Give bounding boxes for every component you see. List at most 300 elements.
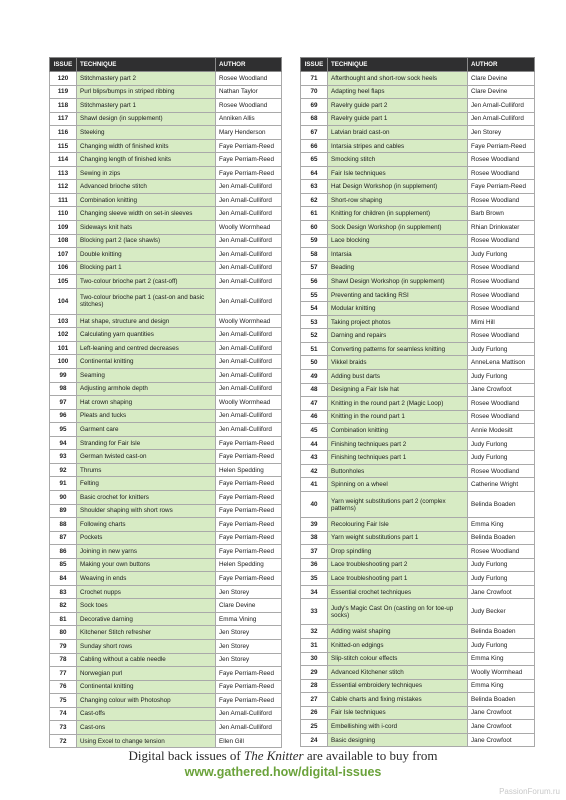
table-row	[50, 261, 282, 275]
issue-number: 64	[301, 166, 328, 180]
author-cell: Catherine Wright	[468, 478, 535, 492]
author-cell: Jane Crowfoot	[468, 585, 535, 599]
table-row	[301, 720, 535, 734]
technique-cell: Ravelry guide part 1	[328, 112, 468, 126]
technique-cell: Yarn weight substitutions part 1	[328, 531, 468, 545]
table-row	[50, 558, 282, 572]
table-row	[301, 72, 535, 86]
author-cell: Faye Perriam-Reed	[216, 680, 282, 694]
table-row	[301, 85, 535, 99]
issue-number: 98	[50, 382, 77, 396]
issue-number: 116	[50, 126, 77, 140]
issue-number: 34	[301, 585, 328, 599]
technique-header: TECHNIQUE	[77, 58, 216, 72]
issue-number: 100	[50, 355, 77, 369]
technique-cell: Norwegian purl	[77, 667, 216, 681]
author-cell: Jen Arnall-Culliford	[216, 423, 282, 437]
technique-cell: Vikkel braids	[328, 356, 468, 370]
technique-cell: Cast-offs	[77, 707, 216, 721]
author-cell: Faye Perriam-Reed	[216, 667, 282, 681]
table-row	[50, 694, 282, 708]
technique-cell: Intarsia	[328, 248, 468, 262]
table-row	[50, 409, 282, 423]
table-row	[50, 572, 282, 586]
author-cell: Jane Crowfoot	[468, 720, 535, 734]
table-row	[50, 126, 282, 140]
technique-cell: Lace blocking	[328, 234, 468, 248]
technique-cell: Cabling without a cable needle	[77, 653, 216, 667]
author-cell: Faye Perriam-Reed	[216, 436, 282, 450]
author-cell: Rosee Woodland	[468, 329, 535, 343]
issue-number: 29	[301, 666, 328, 680]
table-row	[50, 477, 282, 491]
technique-cell: Steeking	[77, 126, 216, 140]
author-cell: Rosee Woodland	[468, 397, 535, 411]
issue-number: 115	[50, 139, 77, 153]
table-row	[301, 139, 535, 153]
issue-number: 84	[50, 572, 77, 586]
technique-cell: Converting patterns for seamless knitting	[328, 342, 468, 356]
table-row	[50, 85, 282, 99]
issue-number: 66	[301, 139, 328, 153]
issue-number: 28	[301, 679, 328, 693]
technique-cell: Modular knitting	[328, 302, 468, 316]
author-cell: Jen Storey	[216, 639, 282, 653]
author-cell: Woolly Wormhead	[216, 314, 282, 328]
table-row	[301, 112, 535, 126]
issue-number: 96	[50, 409, 77, 423]
issue-number: 37	[301, 545, 328, 559]
author-cell: Emma King	[468, 652, 535, 666]
author-cell: Judy Furlong	[468, 342, 535, 356]
author-cell: AnneLena Mattison	[468, 356, 535, 370]
issue-number: 71	[301, 72, 328, 86]
technique-cell: Thrums	[77, 463, 216, 477]
technique-cell: Changing sleeve width on set-in sleeves	[77, 207, 216, 221]
table-row	[301, 315, 535, 329]
technique-cell: Adding bust darts	[328, 370, 468, 384]
issue-number: 68	[301, 112, 328, 126]
author-cell: Rosee Woodland	[468, 410, 535, 424]
table-row	[50, 423, 282, 437]
issue-number: 79	[50, 639, 77, 653]
table-row	[50, 99, 282, 113]
table-row	[50, 328, 282, 342]
table-row	[50, 599, 282, 613]
technique-cell: German twisted cast-on	[77, 450, 216, 464]
issue-number: 59	[301, 234, 328, 248]
table-row	[301, 451, 535, 465]
author-cell: Ellen Gill	[216, 734, 282, 748]
table-row	[301, 464, 535, 478]
technique-cell: Calculating yarn quantities	[77, 328, 216, 342]
table-row	[301, 558, 535, 572]
author-cell: Belinda Boaden	[468, 625, 535, 639]
technique-cell: Hat shape, structure and design	[77, 314, 216, 328]
table-row	[50, 139, 282, 153]
table-row	[301, 410, 535, 424]
technique-cell: Smocking stitch	[328, 153, 468, 167]
issue-number: 97	[50, 396, 77, 410]
technique-cell: Shoulder shaping with short rows	[77, 504, 216, 518]
technique-cell: Sewing in zips	[77, 166, 216, 180]
issue-number: 63	[301, 180, 328, 194]
issue-number: 109	[50, 221, 77, 235]
technique-cell: Buttonholes	[328, 464, 468, 478]
technique-cell: Adding waist shaping	[328, 625, 468, 639]
technique-cell: Sunday short rows	[77, 639, 216, 653]
author-cell: Jen Arnall-Culliford	[216, 207, 282, 221]
table-row	[50, 166, 282, 180]
magazine-title: The Knitter	[244, 748, 304, 763]
author-cell: Helen Spedding	[216, 558, 282, 572]
author-cell: Anniken Allis	[216, 112, 282, 126]
issue-number: 108	[50, 234, 77, 248]
issue-number: 87	[50, 531, 77, 545]
issue-number: 57	[301, 261, 328, 275]
technique-cell: Changing width of finished knits	[77, 139, 216, 153]
issue-number: 56	[301, 275, 328, 289]
technique-cell: Making your own buttons	[77, 558, 216, 572]
table-row	[50, 234, 282, 248]
issue-number: 51	[301, 342, 328, 356]
author-cell: Judy Furlong	[468, 638, 535, 652]
author-cell: Faye Perriam-Reed	[216, 490, 282, 504]
technique-cell: Sock toes	[77, 599, 216, 613]
author-cell: Rosee Woodland	[468, 288, 535, 302]
technique-cell: Knitting for children (in supplement)	[328, 207, 468, 221]
issue-number: 33	[301, 599, 328, 625]
author-cell: Clare Devine	[216, 599, 282, 613]
technique-cell: Hat Design Workshop (in supplement)	[328, 180, 468, 194]
author-cell: Judy Furlong	[468, 558, 535, 572]
issue-number: 31	[301, 638, 328, 652]
issue-number: 88	[50, 518, 77, 532]
author-cell: Jen Storey	[216, 653, 282, 667]
technique-cell: Seaming	[77, 369, 216, 383]
author-cell: Woolly Wormhead	[216, 396, 282, 410]
issue-number: 61	[301, 207, 328, 221]
table-row	[301, 693, 535, 707]
technique-cell: Continental knitting	[77, 680, 216, 694]
technique-cell: Finishing techniques part 2	[328, 437, 468, 451]
issue-number: 103	[50, 314, 77, 328]
author-header: AUTHOR	[468, 58, 535, 72]
technique-cell: Stitchmastery part 2	[77, 72, 216, 86]
author-cell: Annie Modesitt	[468, 424, 535, 438]
table-row	[301, 679, 535, 693]
table-row	[50, 504, 282, 518]
technique-cell: Adapting heel flaps	[328, 85, 468, 99]
author-cell: Jen Arnall-Culliford	[216, 341, 282, 355]
technique-cell: Combination knitting	[328, 424, 468, 438]
table-row	[301, 666, 535, 680]
author-cell: Judy Furlong	[468, 370, 535, 384]
technique-cell: Shawl design (in supplement)	[77, 112, 216, 126]
issue-number: 32	[301, 625, 328, 639]
technique-cell: Crochet nupps	[77, 585, 216, 599]
table-row	[50, 436, 282, 450]
table-row	[301, 491, 535, 517]
author-cell: Jen Arnall-Culliford	[216, 382, 282, 396]
technique-cell: Pockets	[77, 531, 216, 545]
issue-number: 86	[50, 545, 77, 559]
author-cell: Jen Arnall-Culliford	[216, 248, 282, 262]
author-cell: Jen Arnall-Culliford	[216, 288, 282, 314]
technique-cell: Essential embroidery techniques	[328, 679, 468, 693]
issue-number: 106	[50, 261, 77, 275]
table-row	[50, 72, 282, 86]
back-issues-table-right	[300, 57, 535, 747]
issue-number: 62	[301, 193, 328, 207]
author-cell: Rosee Woodland	[468, 275, 535, 289]
technique-cell: Double knitting	[77, 248, 216, 262]
table-row	[50, 207, 282, 221]
issue-number: 26	[301, 706, 328, 720]
table-row	[301, 288, 535, 302]
technique-cell: Using Excel to change tension	[77, 734, 216, 748]
issue-number: 70	[301, 85, 328, 99]
author-cell: Jen Arnall-Culliford	[216, 275, 282, 289]
issue-number: 81	[50, 612, 77, 626]
author-cell: Faye Perriam-Reed	[216, 504, 282, 518]
author-cell: Jen Arnall-Culliford	[216, 409, 282, 423]
author-cell: Mary Henderson	[216, 126, 282, 140]
issue-number: 120	[50, 72, 77, 86]
author-cell: Rosee Woodland	[468, 166, 535, 180]
table-row	[301, 207, 535, 221]
author-cell: Jen Arnall-Culliford	[468, 99, 535, 113]
issue-number: 95	[50, 423, 77, 437]
technique-cell: Joining in new yarns	[77, 545, 216, 559]
table-row	[301, 531, 535, 545]
table-row	[301, 424, 535, 438]
author-cell: Judy Furlong	[468, 451, 535, 465]
table-row	[301, 261, 535, 275]
author-cell: Belinda Boaden	[468, 693, 535, 707]
issue-number: 94	[50, 436, 77, 450]
issue-number: 67	[301, 126, 328, 140]
digital-issues-link[interactable]: www.gathered.how/digital-issues	[184, 765, 382, 779]
table-row	[50, 275, 282, 289]
issue-number: 93	[50, 450, 77, 464]
watermark: PassionForum.ru	[499, 787, 560, 796]
technique-cell: Lace troubleshooting part 2	[328, 558, 468, 572]
issue-number: 85	[50, 558, 77, 572]
issue-number: 65	[301, 153, 328, 167]
table-row	[50, 626, 282, 640]
author-cell: Jen Arnall-Culliford	[216, 369, 282, 383]
issue-number: 73	[50, 721, 77, 735]
author-cell: Emma King	[468, 518, 535, 532]
author-cell: Faye Perriam-Reed	[216, 477, 282, 491]
technique-cell: Sideways knit hats	[77, 221, 216, 235]
table-row	[301, 599, 535, 625]
issue-number: 75	[50, 694, 77, 708]
table-row	[50, 369, 282, 383]
table-row	[50, 653, 282, 667]
table-row	[50, 112, 282, 126]
technique-cell: Embellishing with i-cord	[328, 720, 468, 734]
issue-number: 25	[301, 720, 328, 734]
technique-cell: Cable charts and fixing mistakes	[328, 693, 468, 707]
author-cell: Faye Perriam-Reed	[468, 180, 535, 194]
table-row	[50, 382, 282, 396]
table-row	[50, 490, 282, 504]
issue-number: 47	[301, 397, 328, 411]
issue-number: 102	[50, 328, 77, 342]
issue-number: 112	[50, 180, 77, 194]
author-cell: Jen Arnall-Culliford	[216, 261, 282, 275]
table-row	[50, 193, 282, 207]
author-cell: Helen Spedding	[216, 463, 282, 477]
issue-number: 30	[301, 652, 328, 666]
back-issues-table-left	[49, 57, 282, 748]
technique-cell: Basic crochet for knitters	[77, 490, 216, 504]
technique-cell: Sock Design Workshop (in supplement)	[328, 221, 468, 235]
technique-cell: Decorative darning	[77, 612, 216, 626]
issue-number: 99	[50, 369, 77, 383]
technique-cell: Latvian braid cast-on	[328, 126, 468, 140]
technique-cell: Knitting in the round part 2 (Magic Loop)	[328, 397, 468, 411]
technique-cell: Pleats and tucks	[77, 409, 216, 423]
table-row	[50, 450, 282, 464]
issue-number: 45	[301, 424, 328, 438]
issue-number: 43	[301, 451, 328, 465]
table-row	[301, 397, 535, 411]
table-row	[50, 707, 282, 721]
table-row	[50, 463, 282, 477]
issue-number: 111	[50, 193, 77, 207]
author-cell: Rosee Woodland	[216, 72, 282, 86]
issue-number: 110	[50, 207, 77, 221]
author-cell: Jen Storey	[468, 126, 535, 140]
technique-cell: Knitted-on edgings	[328, 638, 468, 652]
technique-cell: Finishing techniques part 1	[328, 451, 468, 465]
table-row	[301, 221, 535, 235]
technique-cell: Drop spindling	[328, 545, 468, 559]
technique-cell: Changing length of finished knits	[77, 153, 216, 167]
author-cell: Rosee Woodland	[468, 302, 535, 316]
issue-number: 35	[301, 572, 328, 586]
table-row	[301, 572, 535, 586]
author-cell: Jen Arnall-Culliford	[216, 180, 282, 194]
technique-cell: Designing a Fair Isle hat	[328, 383, 468, 397]
issue-number: 105	[50, 275, 77, 289]
issue-number: 58	[301, 248, 328, 262]
technique-cell: Blocking part 1	[77, 261, 216, 275]
author-cell: Judy Furlong	[468, 572, 535, 586]
issue-number: 101	[50, 341, 77, 355]
table-row	[50, 396, 282, 410]
table-row	[50, 221, 282, 235]
issue-number: 117	[50, 112, 77, 126]
technique-cell: Yarn weight substitutions part 2 (complex patterns)	[328, 491, 468, 517]
technique-cell: Ravelry guide part 2	[328, 99, 468, 113]
author-cell: Emma King	[468, 679, 535, 693]
table-row	[301, 585, 535, 599]
author-cell: Faye Perriam-Reed	[216, 518, 282, 532]
table-row	[301, 370, 535, 384]
table-row	[50, 585, 282, 599]
author-cell: Belinda Boaden	[468, 491, 535, 517]
technique-cell: Kitchener Stitch refresher	[77, 626, 216, 640]
issue-number: 114	[50, 153, 77, 167]
table-row	[301, 99, 535, 113]
author-cell: Belinda Boaden	[468, 531, 535, 545]
table-row	[301, 638, 535, 652]
author-cell: Jen Arnall-Culliford	[216, 721, 282, 735]
issue-number: 77	[50, 667, 77, 681]
author-cell: Rosee Woodland	[468, 153, 535, 167]
table-row	[301, 478, 535, 492]
table-row	[50, 639, 282, 653]
technique-cell: Cast-ons	[77, 721, 216, 735]
author-header: AUTHOR	[216, 58, 282, 72]
technique-cell: Weaving in ends	[77, 572, 216, 586]
author-cell: Faye Perriam-Reed	[216, 450, 282, 464]
technique-cell: Short-row shaping	[328, 193, 468, 207]
table-row	[50, 531, 282, 545]
technique-cell: Advanced brioche stitch	[77, 180, 216, 194]
issue-number: 90	[50, 490, 77, 504]
technique-cell: Taking project photos	[328, 315, 468, 329]
table-row	[301, 275, 535, 289]
technique-cell: Felting	[77, 477, 216, 491]
technique-cell: Stranding for Fair Isle	[77, 436, 216, 450]
issue-number: 91	[50, 477, 77, 491]
issue-number: 119	[50, 85, 77, 99]
issue-number: 118	[50, 99, 77, 113]
author-cell: Mimi Hill	[468, 315, 535, 329]
issue-number: 44	[301, 437, 328, 451]
table-row	[50, 667, 282, 681]
technique-cell: Combination knitting	[77, 193, 216, 207]
table-row	[50, 680, 282, 694]
issue-number: 69	[301, 99, 328, 113]
table-row	[301, 545, 535, 559]
technique-cell: Two-colour brioche part 1 (cast-on and basic stitches)	[77, 288, 216, 314]
technique-cell: Blocking part 2 (lace shawls)	[77, 234, 216, 248]
issue-number: 80	[50, 626, 77, 640]
issue-number: 39	[301, 518, 328, 532]
author-cell: Rhian Drinkwater	[468, 221, 535, 235]
issue-number: 48	[301, 383, 328, 397]
technique-header: TECHNIQUE	[328, 58, 468, 72]
author-cell: Rosee Woodland	[468, 464, 535, 478]
table-row	[301, 518, 535, 532]
author-cell: Faye Perriam-Reed	[216, 531, 282, 545]
author-cell: Jane Crowfoot	[468, 733, 535, 747]
author-cell: Faye Perriam-Reed	[468, 139, 535, 153]
technique-cell: Beading	[328, 261, 468, 275]
technique-cell: Fair Isle techniques	[328, 706, 468, 720]
issue-number: 55	[301, 288, 328, 302]
technique-cell: Adjusting armhole depth	[77, 382, 216, 396]
author-cell: Faye Perriam-Reed	[216, 166, 282, 180]
technique-cell: Following charts	[77, 518, 216, 532]
technique-cell: Fair Isle techniques	[328, 166, 468, 180]
technique-cell: Essential crochet techniques	[328, 585, 468, 599]
table-row	[50, 248, 282, 262]
table-row	[301, 437, 535, 451]
table-row	[50, 180, 282, 194]
author-cell: Jen Arnall-Culliford	[216, 355, 282, 369]
author-cell: Faye Perriam-Reed	[216, 694, 282, 708]
technique-cell: Intarsia stripes and cables	[328, 139, 468, 153]
technique-cell: Judy's Magic Cast On (casting on for toe-up socks)	[328, 599, 468, 625]
author-cell: Jane Crowfoot	[468, 383, 535, 397]
